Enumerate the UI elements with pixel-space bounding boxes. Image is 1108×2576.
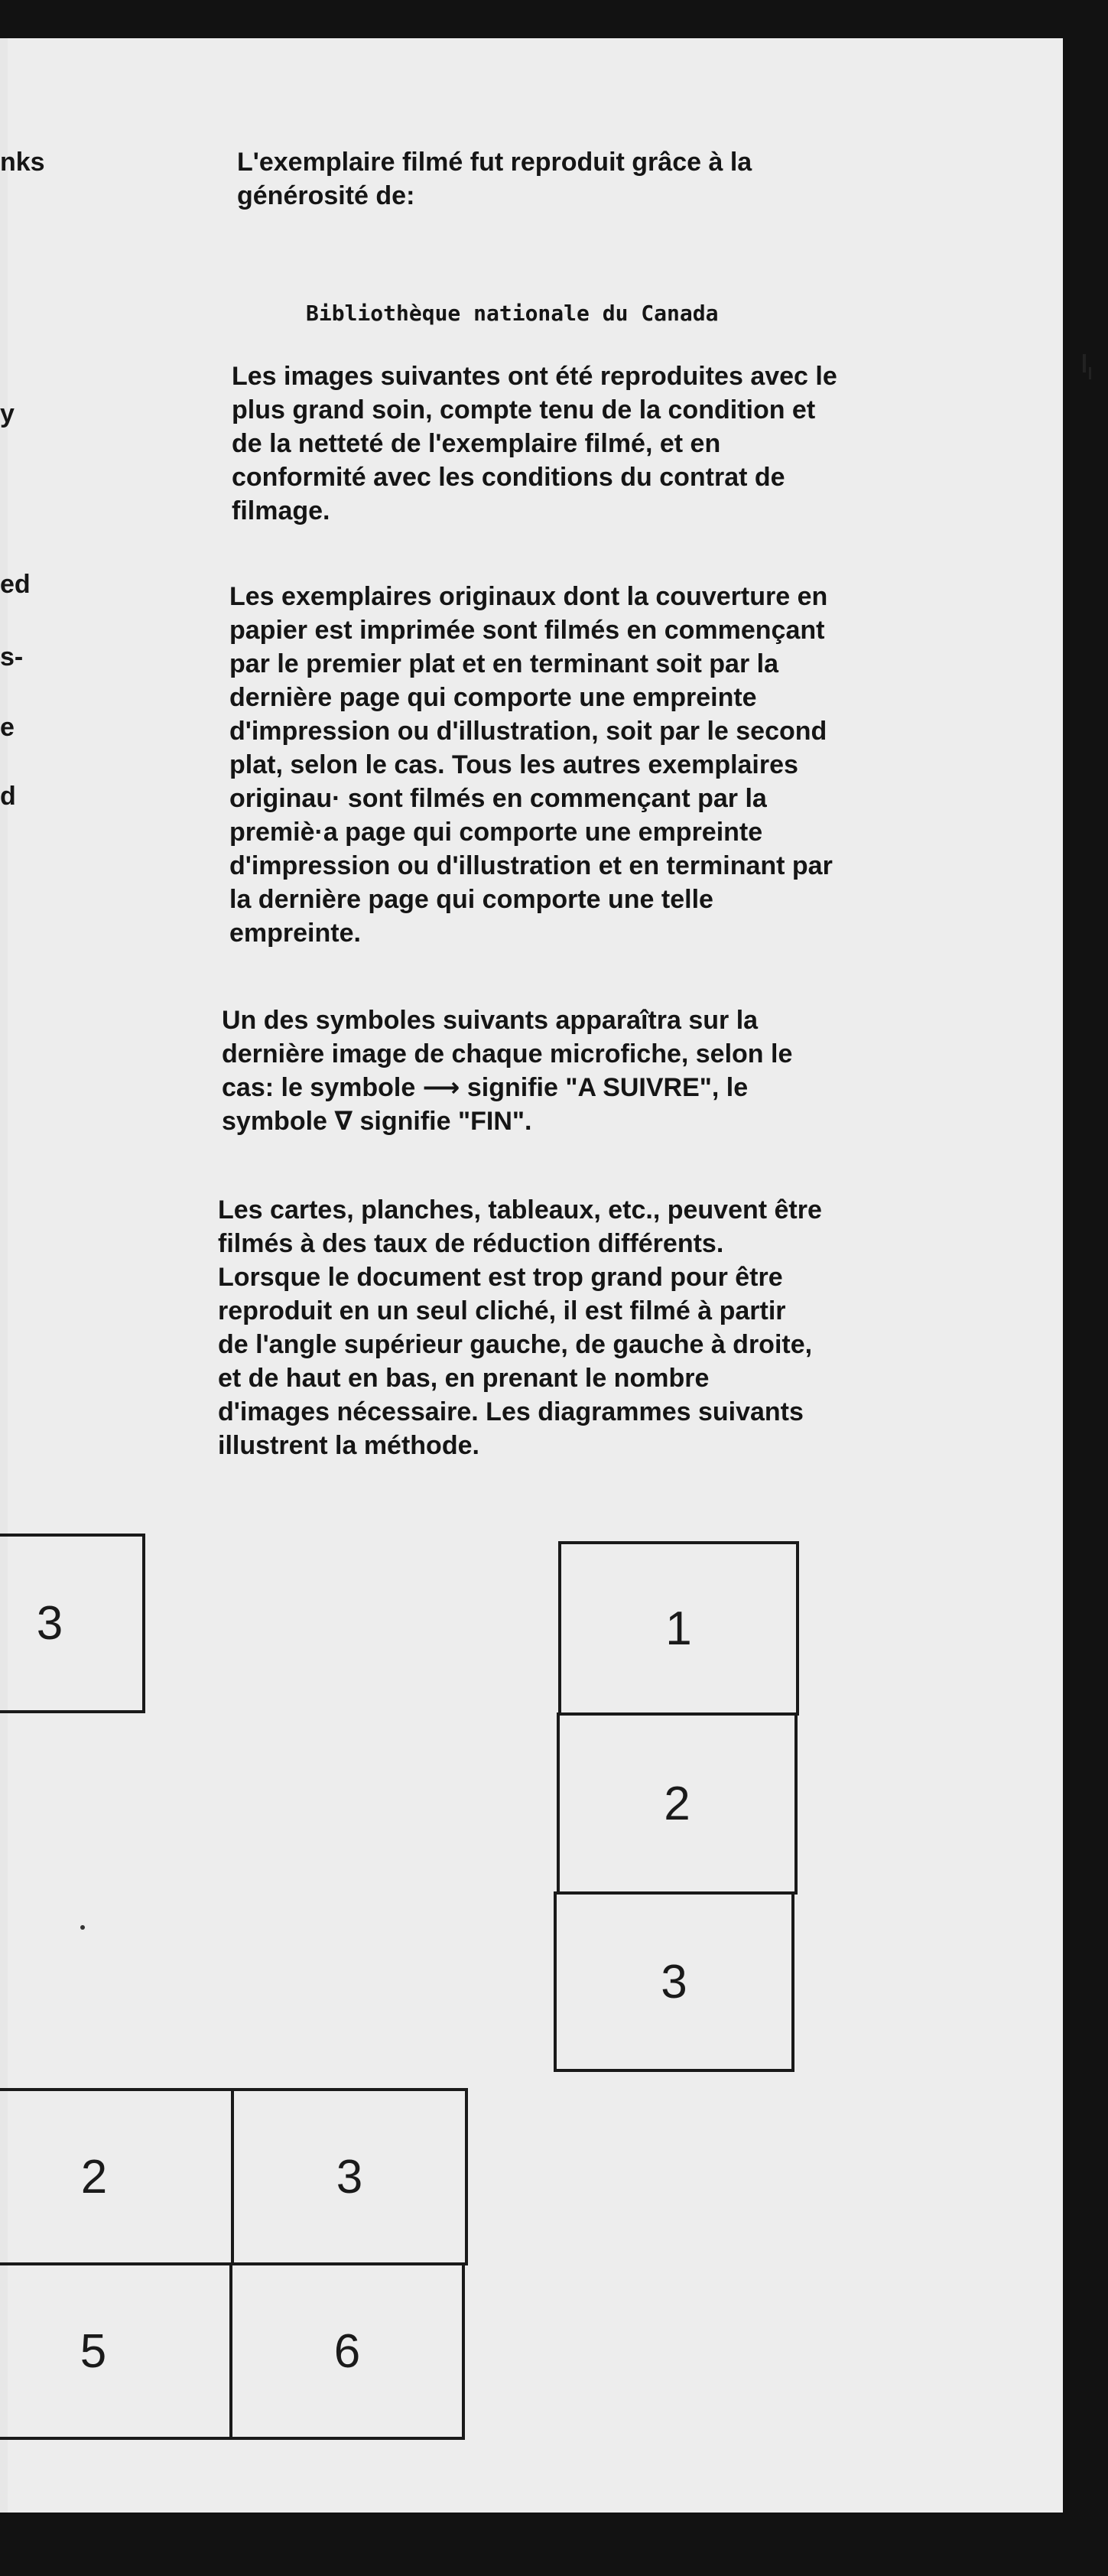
intro-line: L'exemplaire filmé fut reproduit grâce à la (237, 148, 752, 177)
grid-diagram-cell-5: 5 (0, 2262, 232, 2440)
paragraph-line: d'images nécessaire. Les diagrammes suivants (218, 1397, 804, 1426)
paragraph-line: Les exemplaires originaux dont la couverture en (229, 582, 828, 611)
intro-line: générosité de: (237, 181, 415, 210)
paragraph-line: premiè·a page qui comporte une empreinte (229, 818, 763, 847)
left-fragment-3: ed (0, 570, 31, 599)
left-fragment-5: e (0, 713, 15, 742)
paragraph-line: plus grand soin, compte tenu de la condition et (232, 395, 816, 424)
paragraph-line: par le premier plat et en terminant soit par la (229, 649, 778, 678)
paragraph-symbols (222, 1003, 792, 1138)
paragraph-line: d'impression ou d'illustration, soit par le second (229, 717, 827, 746)
column-diagram-cell-3: 3 (554, 1891, 794, 2072)
paragraph-line: papier est imprimée sont filmés en commençant (229, 616, 825, 645)
paragraph-line: plat, selon le cas. Tous les autres exemplaires (229, 750, 798, 779)
paragraph-line: dernière page qui comporte une empreinte (229, 683, 757, 712)
scan-speck (1089, 367, 1091, 379)
paragraph-line: Les cartes, planches, tableaux, etc., peuvent être (218, 1195, 822, 1225)
paragraph-line: dernière image de chaque microfiche, selon le (222, 1039, 793, 1068)
paragraph-line: de l'angle supérieur gauche, de gauche à droite, (218, 1330, 813, 1359)
scanned-page (0, 38, 1063, 2513)
grid-diagram-cell-3: 3 (231, 2088, 468, 2265)
column-diagram-cell-2: 2 (557, 1712, 798, 1895)
left-fragment-2: y (0, 399, 15, 428)
left-fragment-1: nks (0, 148, 45, 177)
left-fragment-6: d (0, 782, 16, 811)
paragraph-line: reproduit en un seul cliché, il est filmé à partir (218, 1296, 786, 1325)
scan-speck (1083, 354, 1086, 372)
paragraph-line: Lorsque le document est trop grand pour être (218, 1263, 783, 1292)
paragraph-line: Un des symboles suivants apparaîtra sur la (222, 1006, 759, 1035)
column-diagram-cell-1: 1 (558, 1541, 799, 1716)
paragraph-line: empreinte. (229, 919, 361, 948)
intro-paragraph (237, 145, 752, 213)
row-diagram-cell-3: 3 (0, 1534, 145, 1713)
grid-diagram-cell-6: 6 (229, 2262, 465, 2440)
paragraph-line: conformité avec les conditions du contrat de (232, 463, 785, 492)
paragraph-line: et de haut en bas, en prenant le nombre (218, 1364, 710, 1393)
library-name: Bibliothèque nationale du Canada (306, 301, 719, 326)
paragraph-line: illustrent la méthode. (218, 1431, 479, 1460)
left-fragment-4: s- (0, 642, 24, 672)
paragraph-line: la dernière page qui comporte une telle (229, 885, 713, 914)
scan-dust (80, 1925, 85, 1930)
paragraph-originals (229, 580, 833, 950)
paragraph-line: originau· sont filmés en commençant par la (229, 784, 767, 813)
paragraph-care (232, 359, 837, 528)
paragraph-line: filmés à des taux de réduction différents. (218, 1229, 724, 1258)
paragraph-line: d'impression ou d'illustration et en terminant par (229, 851, 833, 880)
paragraph-line: Les images suivantes ont été reproduites avec le (232, 362, 837, 391)
grid-diagram-cell-2: 2 (0, 2088, 234, 2265)
paragraph-line: filmage. (232, 496, 330, 525)
paragraph-maps (218, 1193, 822, 1462)
paragraph-line: cas: le symbole ⟶ signifie "A SUIVRE", le (222, 1073, 749, 1102)
paragraph-line: symbole ∇ signifie "FIN". (222, 1107, 532, 1136)
paragraph-line: de la netteté de l'exemplaire filmé, et en (232, 429, 721, 458)
